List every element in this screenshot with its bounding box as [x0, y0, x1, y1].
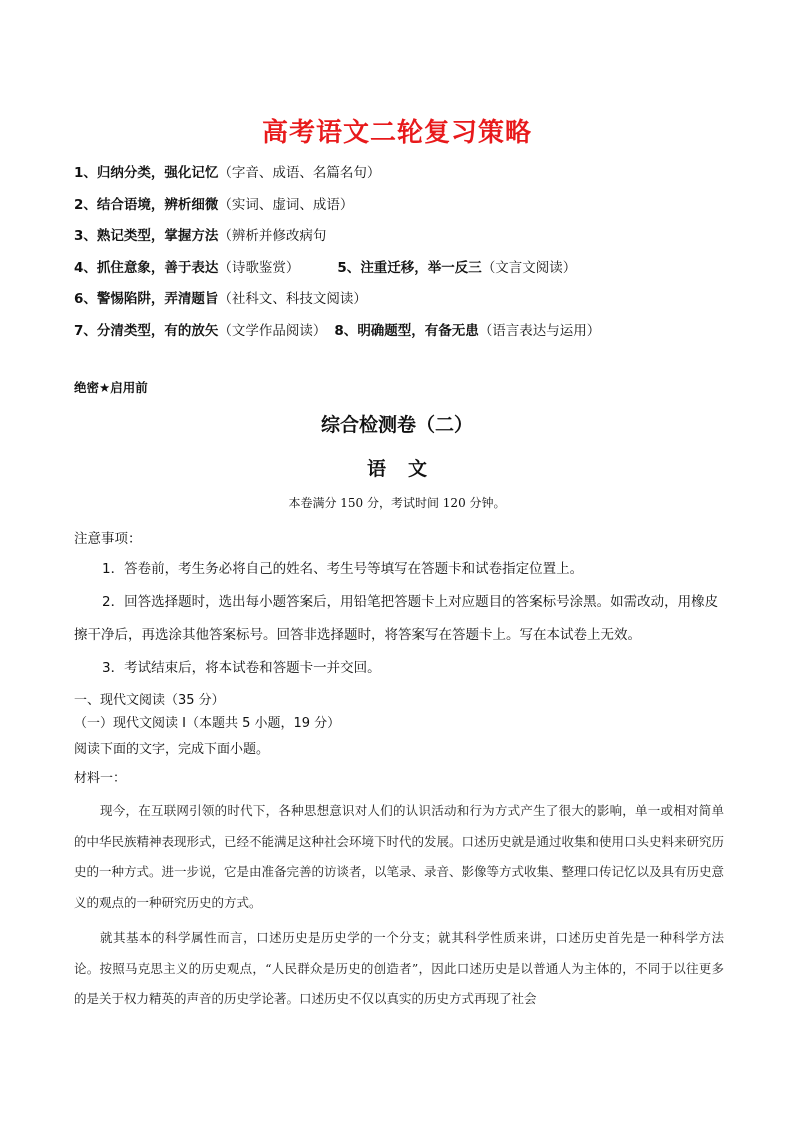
strategy-item: 2、结合语境，辨析细微（实词、虚词、成语）	[74, 196, 354, 213]
notice-list	[74, 553, 724, 685]
confidential-label: 绝密★启用前	[74, 380, 148, 395]
strategy-item: 3、熟记类型，掌握方法（辨析并修改病句	[74, 228, 327, 245]
notice-heading: 注意事项：	[74, 531, 142, 547]
strategy-item: 1、归纳分类，强化记忆（字音、成语、名篇名句）	[74, 165, 381, 181]
notice-item: 3．考试结束后，将本试卷和答题卡一并交回。	[102, 660, 381, 676]
reading-instruction: 阅读下面的文字，完成下面小题。	[74, 742, 270, 757]
section-heading: 一、现代文阅读（35 分）	[74, 693, 225, 708]
subject-title: 语文	[366, 458, 449, 480]
strategy-item: 4、抓住意象，善于表达（诗歌鉴赏） 5、注重迁移，举一反三（文言文阅读）	[74, 259, 577, 276]
passage-paragraph: 就其基本的科学属性而言，口述历史是历史学的一个分支；就其科学性质来讲，口述历史首先是一种科学方法论。按照马克思主义的历史观点，“人民群众是历史的创造者”，因此口述历史是以普通人为主体的，不同于以往更多的是关于权力精英的声音的历史学论著。口述历史不仅以真实的历史方式再现了社会	[74, 930, 724, 1006]
passage-paragraph: 现今，在互联网引领的时代下，各种思想意识对人们的认识活动和行为方式产生了很大的影响，单一或相对简单的中华民族精神表现形式，已经不能满足这种社会环境下时代的发展。口述历史就是通过收集和使用口头史料来研究历史的一种方式。进一步说，它是由准备完善的访谈者，以笔录、录音、影像等方式收集、整理口传记忆以及具有历史意义的观点的一种研究历史的方式。	[74, 803, 725, 910]
exam-title: 综合检测卷（二）	[320, 414, 473, 436]
subsection-heading: （一）现代文阅读 Ⅰ（本题共 5 小题，19 分）	[74, 716, 341, 731]
material-label: 材料一：	[74, 771, 127, 786]
strategy-item: 6、警惕陷阱，弄清题旨（社科文、科技文阅读）	[74, 291, 367, 308]
strategy-list	[74, 160, 754, 350]
strategy-item: 7、分清类型，有的放矢（文学作品阅读） 8、明确题型，有备无患（语言表达与运用）	[74, 322, 601, 339]
notice-item: 1．答卷前，考生务必将自己的姓名、考生号等填写在答题卡和试卷指定位置上。	[102, 561, 584, 577]
score-note: 本卷满分 150 分，考试时间 120 分钟。	[288, 496, 506, 510]
page-title: 高考语文二轮复习策略	[261, 118, 532, 148]
notice-item: 2．回答选择题时，选出每小题答案后，用铅笔把答题卡上对应题目的答案标号涂黑。如需改动，用橡皮擦干净后，再选涂其他答案标号。回答非选择题时，将答案写在答题卡上。写在本试卷上无效。	[74, 594, 719, 643]
